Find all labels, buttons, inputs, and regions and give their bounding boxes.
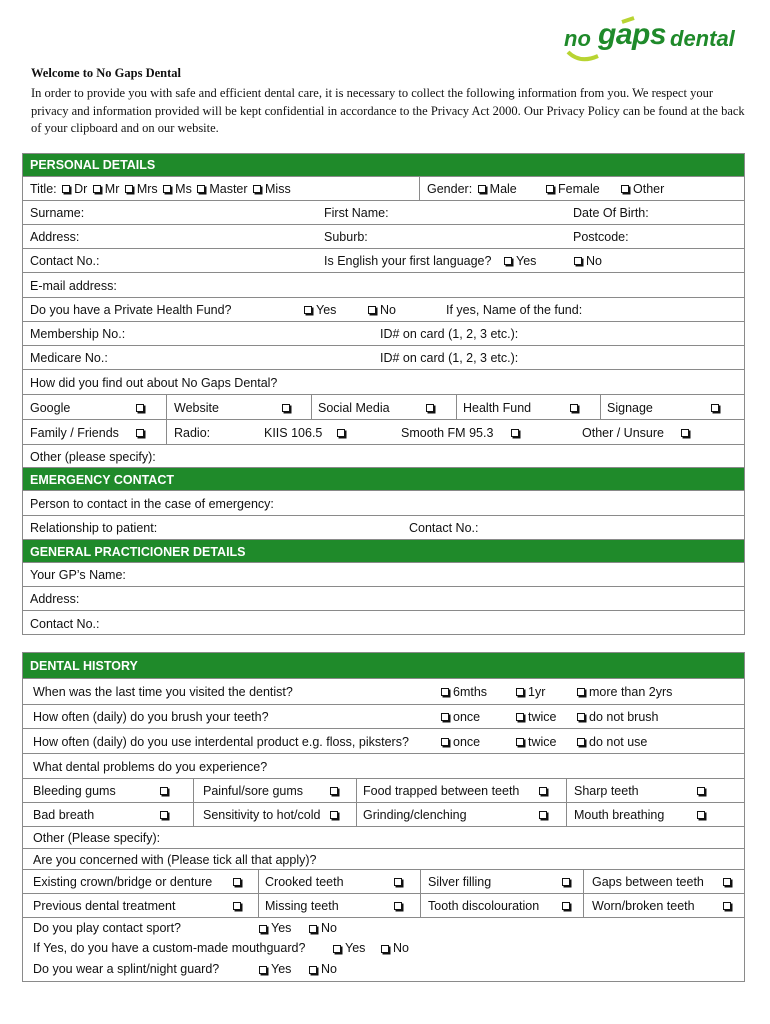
emergency-header bbox=[23, 467, 744, 491]
problem-label: Bleeding gums bbox=[33, 784, 116, 798]
dental-history-header bbox=[23, 653, 744, 678]
health-fund-question: Do you have a Private Health Fund? bbox=[30, 303, 232, 317]
yes-label: Yes bbox=[316, 303, 337, 317]
title-miss-checkbox[interactable] bbox=[253, 185, 261, 193]
dob-label: Date Of Birth: bbox=[573, 206, 649, 220]
source-website: Website bbox=[174, 400, 219, 415]
problems-row-1 bbox=[23, 778, 744, 803]
source-social-media: Social Media bbox=[318, 400, 390, 415]
title-option: Ms bbox=[175, 182, 192, 196]
no-label: No bbox=[321, 962, 337, 976]
q1-1yr-checkbox[interactable] bbox=[516, 688, 524, 696]
gp-name-label: Your GP’s Name: bbox=[30, 568, 126, 582]
gp-address-label: Address: bbox=[30, 592, 80, 606]
source-other-unsure: Other / Unsure bbox=[582, 425, 664, 440]
title-option: Master bbox=[209, 182, 248, 196]
q4-label: What dental problems do you experience? bbox=[33, 759, 268, 774]
q3-row bbox=[23, 728, 744, 754]
gender-option: Male bbox=[489, 182, 517, 196]
other-unsure-checkbox[interactable] bbox=[681, 429, 689, 437]
splint-question: Do you wear a splint/night guard? bbox=[33, 962, 220, 976]
title-master-checkbox[interactable] bbox=[197, 185, 205, 193]
id-card-label: ID# on card (1, 2, 3 etc.): bbox=[380, 351, 519, 365]
gp-header bbox=[23, 539, 744, 563]
concern-label: Missing teeth bbox=[265, 899, 339, 913]
concerns-row-1 bbox=[23, 869, 744, 894]
address-label: Address: bbox=[30, 230, 80, 244]
missing-teeth-checkbox[interactable] bbox=[394, 902, 402, 910]
gender-male-checkbox[interactable] bbox=[478, 185, 486, 193]
no-label: No bbox=[380, 303, 396, 317]
option-label: twice bbox=[528, 710, 557, 724]
personal-details-header bbox=[23, 154, 744, 176]
q2-row bbox=[23, 704, 744, 729]
problem-label: Food trapped between teeth bbox=[363, 784, 520, 798]
problem-label: Painful/sore gums bbox=[203, 784, 304, 798]
yes-label: Yes bbox=[271, 962, 292, 976]
q3-twice-checkbox[interactable] bbox=[516, 738, 524, 746]
guard-yes-checkbox[interactable] bbox=[333, 945, 341, 953]
concern-label: Tooth discolouration bbox=[428, 899, 540, 913]
source-family: Family / Friends bbox=[30, 425, 119, 440]
q2-twice-checkbox[interactable] bbox=[516, 713, 524, 721]
problem-label: Sensitivity to hot/cold bbox=[203, 808, 321, 822]
sport-block bbox=[23, 917, 744, 983]
splint-no-checkbox[interactable] bbox=[309, 966, 317, 974]
gender-label: Gender: bbox=[427, 182, 473, 196]
no-label: No bbox=[586, 254, 602, 268]
concern-label: Silver filling bbox=[428, 875, 492, 889]
section-title: PERSONAL DETAILS bbox=[30, 158, 156, 172]
intro-text: In order to provide you with safe and efficient dental care, it is necessary to collect the following information from you. We respect your privacy and information provided will be kept confidential in accordance to the Privacy Act 2000. Our Privacy Policy can be found at the back of your clipboard and on our website. bbox=[31, 86, 745, 135]
concern-label: Gaps between teeth bbox=[592, 875, 704, 889]
yes-label: Yes bbox=[516, 254, 537, 268]
surname-label: Surname: bbox=[30, 206, 85, 220]
title-mrs-checkbox[interactable] bbox=[125, 185, 133, 193]
relationship-label: Relationship to patient: bbox=[30, 521, 158, 535]
family-checkbox[interactable] bbox=[136, 429, 144, 437]
source-signage: Signage bbox=[607, 400, 653, 415]
food-trapped-checkbox[interactable] bbox=[539, 787, 547, 795]
q1-label: When was the last time you visited the dentist? bbox=[33, 685, 293, 699]
guard-no-checkbox[interactable] bbox=[381, 945, 389, 953]
title-ms-checkbox[interactable] bbox=[163, 185, 171, 193]
concern-question: Are you concerned with (Please tick all that apply)? bbox=[33, 852, 317, 867]
social-media-checkbox[interactable] bbox=[426, 404, 434, 412]
english-question: Is English your first language? bbox=[324, 254, 492, 268]
grinding-checkbox[interactable] bbox=[539, 811, 547, 819]
q2-once-checkbox[interactable] bbox=[441, 713, 449, 721]
guard-question: If Yes, do you have a custom-made mouthguard? bbox=[33, 941, 306, 955]
concern-label: Crooked teeth bbox=[265, 875, 344, 889]
q1-6mths-checkbox[interactable] bbox=[441, 688, 449, 696]
previous-treatment-checkbox[interactable] bbox=[233, 902, 241, 910]
health-fund-source-checkbox[interactable] bbox=[570, 404, 578, 412]
contact-row bbox=[23, 248, 744, 273]
splint-yes-checkbox[interactable] bbox=[259, 966, 267, 974]
source-kiis: KIIS 106.5 bbox=[264, 425, 323, 440]
health-fund-no-checkbox[interactable] bbox=[368, 306, 376, 314]
sharp-teeth-checkbox[interactable] bbox=[697, 787, 705, 795]
option-label: twice bbox=[528, 734, 557, 749]
concerns-row-2 bbox=[23, 893, 744, 918]
sensitivity-checkbox[interactable] bbox=[330, 811, 338, 819]
medicare-label: Medicare No.: bbox=[30, 351, 108, 365]
fund-name-label: If yes, Name of the fund: bbox=[446, 303, 583, 317]
mouth-breathing-checkbox[interactable] bbox=[697, 811, 705, 819]
email-label: E-mail address: bbox=[30, 278, 117, 293]
postcode-label: Postcode: bbox=[573, 230, 629, 244]
worn-teeth-checkbox[interactable] bbox=[723, 902, 731, 910]
problem-label: Sharp teeth bbox=[574, 784, 639, 798]
crooked-teeth-checkbox[interactable] bbox=[394, 878, 402, 886]
title-row bbox=[23, 176, 744, 201]
problem-label: Mouth breathing bbox=[574, 808, 665, 822]
yes-label: Yes bbox=[345, 941, 366, 955]
title-dr-checkbox[interactable] bbox=[62, 185, 70, 193]
smooth-checkbox[interactable] bbox=[511, 429, 519, 437]
option-label: 6mths bbox=[453, 685, 488, 699]
problem-label: Bad breath bbox=[33, 808, 95, 822]
q1-2yrs-checkbox[interactable] bbox=[577, 688, 585, 696]
kiis-checkbox[interactable] bbox=[337, 429, 345, 437]
other-problems-label: Other (Please specify): bbox=[33, 831, 161, 845]
option-label: more than 2yrs bbox=[589, 685, 673, 699]
english-yes-checkbox[interactable] bbox=[504, 257, 512, 265]
option-label: once bbox=[453, 710, 481, 724]
source-health-fund: Health Fund bbox=[463, 400, 532, 415]
section-title: EMERGENCY CONTACT bbox=[30, 472, 174, 487]
source-radio: Radio: bbox=[174, 425, 211, 440]
sport-question: Do you play contact sport? bbox=[33, 921, 181, 935]
gp-address-row bbox=[23, 586, 744, 611]
q3-not-use-checkbox[interactable] bbox=[577, 738, 585, 746]
option-label: do not use bbox=[589, 734, 648, 749]
source-google: Google bbox=[30, 400, 71, 415]
title-mr-checkbox[interactable] bbox=[93, 185, 101, 193]
health-fund-yes-checkbox[interactable] bbox=[304, 306, 312, 314]
title-label: Title: bbox=[30, 182, 57, 196]
concern-question-row bbox=[23, 848, 744, 870]
discolouration-checkbox[interactable] bbox=[562, 902, 570, 910]
problem-label: Grinding/clenching bbox=[363, 808, 467, 822]
english-no-checkbox[interactable] bbox=[574, 257, 582, 265]
q3-label: How often (daily) do you use interdental product e.g. floss, piksters? bbox=[33, 734, 409, 749]
section-title: GENERAL PRACTICIONER DETAILS bbox=[30, 544, 246, 559]
silver-filling-checkbox[interactable] bbox=[562, 878, 570, 886]
q3-once-checkbox[interactable] bbox=[441, 738, 449, 746]
logo-word-no: no bbox=[564, 26, 591, 51]
concern-label: Existing crown/bridge or denture bbox=[33, 875, 213, 889]
q4-row bbox=[23, 753, 744, 779]
first-name-label: First Name: bbox=[324, 206, 389, 220]
membership-label: Membership No.: bbox=[30, 327, 126, 341]
logo-word-dental: dental bbox=[670, 26, 735, 51]
sources-row-2 bbox=[23, 419, 744, 445]
title-option: Mr bbox=[104, 182, 120, 196]
health-fund-row bbox=[23, 297, 744, 322]
concern-label: Previous dental treatment bbox=[33, 899, 176, 913]
existing-crown-checkbox[interactable] bbox=[233, 878, 241, 886]
title-option: Mrs bbox=[136, 182, 158, 196]
q2-no-brush-checkbox[interactable] bbox=[577, 713, 585, 721]
no-label: No bbox=[393, 941, 409, 955]
google-checkbox[interactable] bbox=[136, 404, 144, 412]
q2-label: How often (daily) do you brush your teeth? bbox=[33, 710, 269, 724]
other-specify-row bbox=[23, 444, 744, 468]
no-label: No bbox=[321, 921, 337, 935]
sport-no-checkbox[interactable] bbox=[309, 925, 317, 933]
sport-yes-checkbox[interactable] bbox=[259, 925, 267, 933]
address-row bbox=[23, 224, 744, 249]
surname-row bbox=[23, 200, 744, 225]
brand-logo bbox=[560, 16, 745, 66]
medicare-row bbox=[23, 345, 744, 370]
logo-word-gaps: gaps bbox=[598, 18, 667, 51]
painful-gums-checkbox[interactable] bbox=[330, 787, 338, 795]
problems-row-2 bbox=[23, 802, 744, 827]
title-option: Miss bbox=[265, 182, 291, 196]
emergency-contact-label: Contact No.: bbox=[409, 521, 479, 535]
title-option: Dr bbox=[74, 182, 88, 196]
section-title: DENTAL HISTORY bbox=[30, 658, 138, 673]
gender-option: Other bbox=[633, 182, 665, 196]
sources-row bbox=[23, 394, 744, 420]
gp-name-row bbox=[23, 562, 744, 587]
yes-label: Yes bbox=[271, 921, 292, 935]
q1-row bbox=[23, 678, 744, 705]
email-row bbox=[23, 272, 744, 298]
option-label: do not brush bbox=[589, 710, 659, 724]
other-problems-row bbox=[23, 826, 744, 849]
source-smooth: Smooth FM 95.3 bbox=[401, 425, 494, 440]
gender-option: Female bbox=[558, 182, 600, 196]
signage-checkbox[interactable] bbox=[711, 404, 719, 412]
find-question-row bbox=[23, 369, 744, 395]
bad-breath-checkbox[interactable] bbox=[160, 811, 168, 819]
id-card-label: ID# on card (1, 2, 3 etc.): bbox=[380, 327, 519, 341]
gender-female-checkbox[interactable] bbox=[546, 185, 554, 193]
gp-contact-label: Contact No.: bbox=[30, 616, 100, 631]
website-checkbox[interactable] bbox=[282, 404, 290, 412]
concern-label: Worn/broken teeth bbox=[592, 899, 695, 913]
gp-contact-row bbox=[23, 610, 744, 636]
relationship-row bbox=[23, 515, 744, 540]
option-label: 1yr bbox=[528, 685, 546, 699]
emergency-person-label: Person to contact in the case of emergency: bbox=[30, 496, 274, 511]
membership-row bbox=[23, 321, 744, 346]
dental-history-table bbox=[22, 652, 745, 982]
find-question: How did you find out about No Gaps Dental? bbox=[30, 375, 278, 390]
intro-title: Welcome to No Gaps Dental bbox=[31, 66, 181, 80]
gaps-teeth-checkbox[interactable] bbox=[723, 878, 731, 886]
option-label: once bbox=[453, 734, 481, 749]
other-specify-label: Other (please specify): bbox=[30, 449, 156, 464]
contact-label: Contact No.: bbox=[30, 254, 100, 268]
bleeding-gums-checkbox[interactable] bbox=[160, 787, 168, 795]
gender-other-checkbox[interactable] bbox=[621, 185, 629, 193]
emergency-person-row bbox=[23, 490, 744, 516]
suburb-label: Suburb: bbox=[324, 230, 368, 244]
personal-details-table bbox=[22, 153, 745, 635]
